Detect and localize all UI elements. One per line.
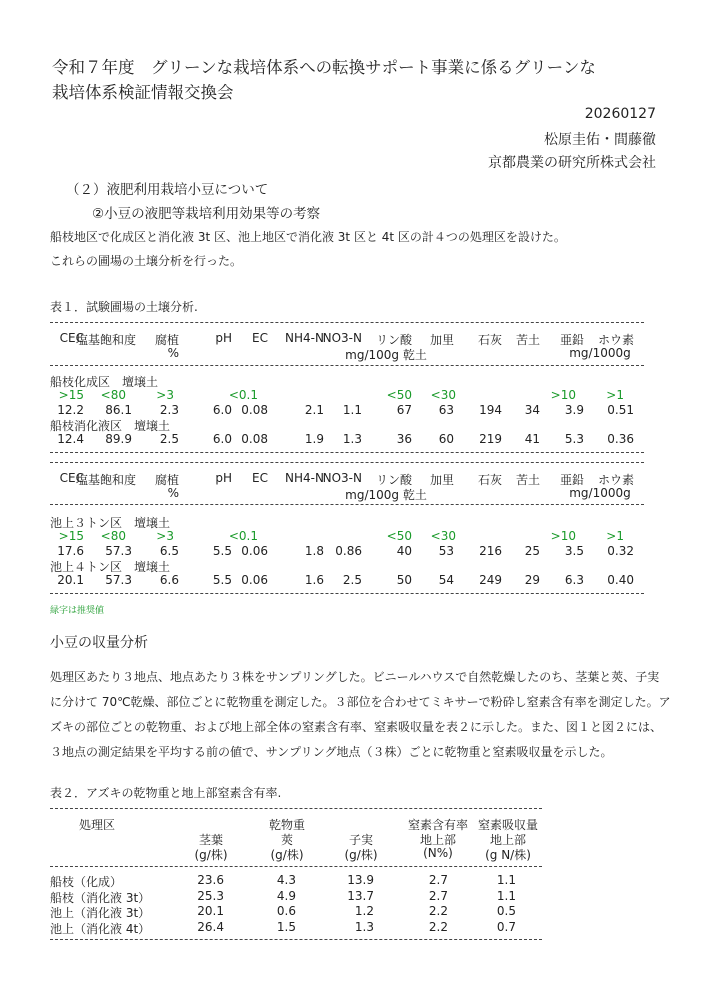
table2-header-dry-weight: 乾物重 (268, 818, 305, 832)
table2-unit-pod: (g/株) (270, 848, 304, 862)
table1-cell: 216 (479, 544, 502, 558)
table2-cell: 25.3 (197, 888, 224, 903)
table1-cell: 5.5 (212, 573, 232, 587)
table2-cell: 1.1 (496, 873, 516, 887)
table1-cell: 3.9 (564, 403, 584, 417)
table1-cell: 219 (479, 432, 502, 446)
table1-recommended-value: >15 (58, 529, 84, 543)
table1-cell: 60 (438, 432, 454, 446)
table1-cell: 53 (438, 544, 454, 558)
table1-col-header: リン酸 (375, 333, 412, 347)
table1-unit-humus: % (167, 346, 179, 360)
table2-cell: 26.4 (197, 919, 224, 934)
table2-cell: 1.5 (276, 919, 296, 934)
table1-col-header: CEC (59, 471, 84, 485)
table1-col-header: 塩基飽和度 (76, 333, 137, 347)
table1-col-header: NH4-N (285, 471, 324, 485)
table1-cell: 0.40 (607, 573, 634, 587)
table2-unit-seed: (g/株) (344, 848, 378, 862)
table1-cell: 54 (438, 573, 454, 587)
table1-col-header: NO3-N (322, 471, 362, 485)
table1-cell: 1.1 (342, 403, 362, 417)
table2-cell: 4.3 (276, 873, 296, 887)
table1-col-header: 加里 (429, 333, 454, 347)
table1-col-header: NO3-N (322, 331, 362, 345)
table2-unit-uptake: (g N/株) (485, 848, 531, 862)
table2-header-n-uptake: 窒素吸収量 (477, 818, 538, 832)
table2-cell: 0.5 (496, 904, 516, 918)
table1-unit-mg1000g: mg/1000g (569, 486, 631, 500)
table1-cell: 36 (396, 432, 412, 446)
table1-cell: 6.0 (212, 432, 232, 446)
yield-paragraph-line: に分けて 70℃乾燥、部位ごとに乾物重を測定した。３部位を合わせてミキサーで粉砕し窒素含有率を測定した。ア (50, 695, 671, 709)
table1-unit-mg100g: mg/100g 乾土 (345, 348, 427, 362)
table1-recommended-value: <80 (100, 529, 126, 543)
table1-col-header: リン酸 (375, 473, 412, 487)
table1-col-header: 腐植 (154, 333, 179, 347)
table1-rule (50, 322, 644, 323)
table1-rule (50, 452, 644, 453)
table2-row-label: 船枝（消化液 3t） (50, 890, 151, 905)
yield-heading: 小豆の収量分析 (50, 635, 148, 651)
table1-recommended-value: <50 (386, 529, 412, 543)
table1-cell: 6.6 (159, 573, 179, 587)
table1-cell: 2.5 (342, 573, 362, 587)
table1-row-label: 船枝消化液区 壇壌土 (50, 419, 171, 433)
table2-header-pod: 莢 (280, 833, 293, 847)
table1-cell: 12.4 (57, 432, 84, 446)
table1-col-header: ホウ素 (597, 333, 634, 347)
table2-unit-stem: (g/株) (194, 848, 228, 862)
table1-rule (50, 365, 644, 366)
table1-cell: 12.2 (57, 403, 84, 417)
table1-col-header: 石灰 (477, 333, 502, 347)
table2-header-seed: 子実 (348, 833, 373, 847)
table2-header-treatment: 処理区 (78, 818, 115, 832)
yield-paragraph-line: ３地点の測定結果を平均する前の値で、サンプリング地点（３株）ごとに乾物重と窒素吸収量を示した。 (50, 745, 613, 759)
authors: 松原圭佑・間藤徹 (544, 132, 656, 148)
table1-cell: 86.1 (105, 403, 132, 417)
table1-cell: 5.3 (564, 432, 584, 446)
table1-cell: 34 (524, 403, 540, 417)
table1-col-header: 亜鉛 (559, 473, 584, 487)
table1-cell: 0.08 (241, 432, 268, 446)
table2-rule (50, 808, 542, 809)
table1-cell: 2.5 (159, 432, 179, 446)
table1-col-header: 苦土 (515, 473, 540, 487)
table1-recommended-value: >10 (550, 388, 576, 402)
table1-col-header: 苦土 (515, 333, 540, 347)
table1-cell: 67 (396, 403, 412, 417)
table2-cell: 20.1 (197, 904, 224, 918)
table1-cell: 0.08 (241, 403, 268, 417)
table1-cell: 1.6 (304, 573, 324, 587)
table2-cell: 2.7 (428, 873, 448, 887)
title-line2: 栽培体系検証情報交換会 (52, 83, 234, 102)
section-heading: （２）液肥利用栽培小豆について (66, 182, 269, 198)
table1-col-header: 加里 (429, 473, 454, 487)
table1-cell: 6.5 (159, 544, 179, 558)
table1-cell: 17.6 (57, 544, 84, 558)
table1-recommended-value: >3 (156, 388, 174, 402)
table2-cell: 4.9 (276, 888, 296, 903)
table2-row-label: 船枝（化成） (50, 875, 123, 889)
table1-rule (50, 462, 644, 463)
table1-cell: 0.51 (607, 403, 634, 417)
table2-cell: 13.7 (347, 888, 374, 903)
yield-paragraph-line: 処理区あたり３地点、地点あたり３株をサンプリングした。ビニールハウスで自然乾燥したのち、茎葉と莢、子実 (50, 670, 660, 684)
table1-recommended-value: >3 (156, 529, 174, 543)
table2-cell: 1.1 (496, 888, 516, 903)
table1-recommended-value: <0.1 (228, 388, 258, 402)
table2-rule (50, 939, 542, 940)
table1-cell: 40 (396, 544, 412, 558)
table1-note: 緑字は推奨値 (50, 606, 105, 616)
table2-unit-n: (N%) (423, 846, 453, 860)
table1-cell: 0.06 (241, 544, 268, 558)
table1-unit-mg100g: mg/100g 乾土 (345, 488, 427, 502)
table1-unit-humus: % (167, 486, 179, 500)
table1-cell: 57.3 (105, 573, 132, 587)
table2-cell: 2.2 (428, 904, 448, 918)
table2-caption: 表２．アズキの乾物重と地上部窒素含有率. (50, 786, 282, 800)
table1-recommended-value: <80 (100, 388, 126, 402)
table1-recommended-value: >10 (550, 529, 576, 543)
table1-cell: 249 (479, 573, 502, 587)
table2-header-above1: 地上部 (419, 833, 456, 847)
table2-cell: 23.6 (197, 873, 224, 887)
table1-cell: 3.5 (564, 544, 584, 558)
table1-cell: 1.8 (304, 544, 324, 558)
table2-cell: 2.7 (428, 888, 448, 903)
table1-col-header: EC (252, 471, 268, 485)
table1-cell: 20.1 (57, 573, 84, 587)
table1-row-label: 池上４トン区 壇壌土 (50, 560, 171, 574)
table1-cell: 6.3 (564, 573, 584, 587)
table2-rule (50, 866, 542, 867)
table1-cell: 89.9 (105, 432, 132, 446)
table1-recommended-value: >1 (606, 529, 624, 543)
table1-cell: 57.3 (105, 544, 132, 558)
organization: 京都農業の研究所株式会社 (488, 155, 656, 171)
table1-rule (50, 504, 644, 505)
yield-paragraph-line: ズキの部位ごとの乾物重、および地上部全体の窒素含有率、窒素吸収量を表２に示した。また、図１と図２には、 (50, 720, 663, 734)
table1-cell: 5.5 (212, 544, 232, 558)
table2-cell: 2.2 (428, 919, 448, 934)
table2-header-stem: 茎葉 (198, 833, 223, 847)
intro-line2: これらの圃場の土壌分析を行った。 (50, 254, 243, 268)
table1-cell: 0.36 (607, 432, 634, 446)
table1-col-header: 亜鉛 (559, 333, 584, 347)
date: 20260127 (584, 106, 656, 122)
table1-recommended-value: <30 (430, 529, 456, 543)
table1-col-header: CEC (59, 331, 84, 345)
table1-col-header: NH4-N (285, 331, 324, 345)
table1-col-header: pH (215, 331, 232, 345)
table1-col-header: 腐植 (154, 473, 179, 487)
table1-rule (50, 593, 644, 594)
table2-row-label: 池上（消化液 3t） (50, 906, 151, 920)
table1-cell: 1.3 (342, 432, 362, 446)
table1-cell: 63 (438, 403, 454, 417)
table1-cell: 6.0 (212, 403, 232, 417)
table2-cell: 0.7 (496, 919, 516, 934)
table1-cell: 41 (524, 432, 540, 446)
table1-cell: 0.32 (607, 544, 634, 558)
table1-cell: 29 (524, 573, 540, 587)
title-line1: 令和７年度 グリーンな栽培体系への転換サポート事業に係るグリーンな (52, 58, 596, 77)
table2-cell: 1.3 (354, 919, 374, 934)
table1-recommended-value: >15 (58, 388, 84, 402)
table1-cell: 2.3 (159, 403, 179, 417)
table1-col-header: EC (252, 331, 268, 345)
table1-cell: 2.1 (304, 403, 324, 417)
table1-recommended-value: <30 (430, 388, 456, 402)
table1-unit-mg1000g: mg/1000g (569, 346, 631, 360)
table1-col-header: 石灰 (477, 473, 502, 487)
table1-cell: 0.86 (335, 544, 362, 558)
table2-cell: 1.2 (354, 904, 374, 918)
table1-col-header: 塩基飽和度 (76, 473, 137, 487)
table2-header-above2: 地上部 (489, 833, 526, 847)
table1-col-header: ホウ素 (597, 473, 634, 487)
intro-line1: 船枝地区で化成区と消化液 3t 区、池上地区で消化液 3t 区と 4t 区の計４つの処理区を設けた。 (50, 230, 566, 244)
table1-cell: 50 (396, 573, 412, 587)
table2-cell: 13.9 (347, 873, 374, 887)
table1-cell: 1.9 (304, 432, 324, 446)
table2-cell: 0.6 (276, 904, 296, 918)
table1-col-header: pH (215, 471, 232, 485)
table1-row-label: 船枝化成区 壇壌土 (50, 375, 159, 389)
section-subheading: ②小豆の液肥等栽培利用効果等の考察 (92, 206, 321, 222)
table1-recommended-value: <50 (386, 388, 412, 402)
table1-recommended-value: >1 (606, 388, 624, 402)
table2-row-label: 池上（消化液 4t） (50, 921, 151, 936)
table1-caption: 表１．試験圃場の土壌分析. (50, 300, 198, 314)
table1-cell: 194 (479, 403, 502, 417)
table1-row-label: 池上３トン区 壇壌土 (50, 516, 171, 530)
table1-recommended-value: <0.1 (228, 529, 258, 543)
table2-header-n-content: 窒素含有率 (407, 818, 468, 832)
table1-cell: 25 (524, 544, 540, 558)
table1-cell: 0.06 (241, 573, 268, 587)
